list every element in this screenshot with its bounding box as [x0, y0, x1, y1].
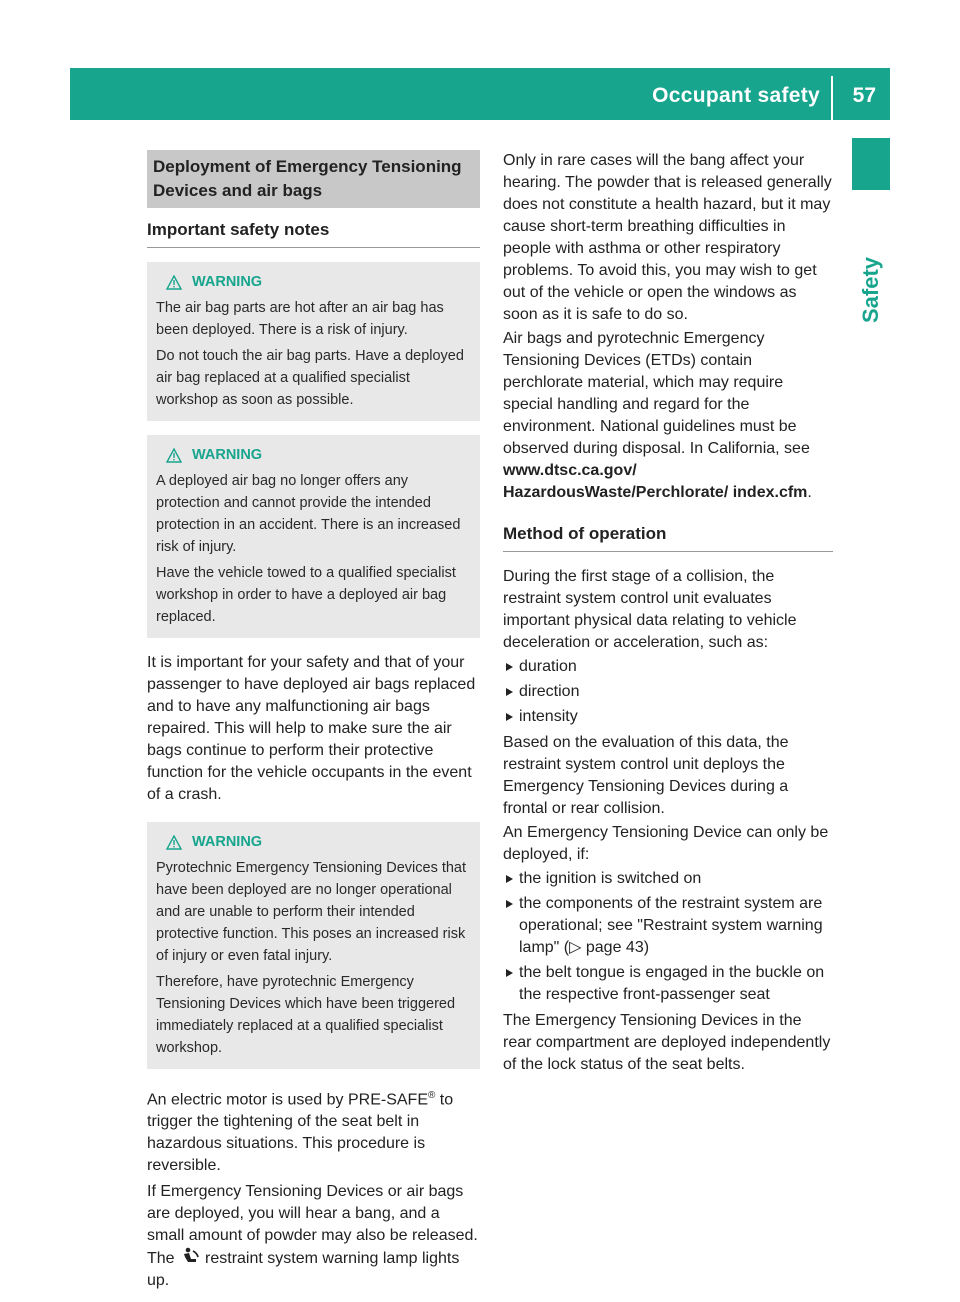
body-paragraph: Only in rare cases will the bang affect your hearing. The powder that is released generally does not constitute a health hazard, but it may cause short-term breathing difficulties in people with asthma or other respiratory problems. To avoid this, you may wish to get out of the vehicle or open the windows as soon as it is safe to do so. — [503, 152, 832, 323]
pre-safe-text-cont: to trigger the tightening of the seat belt in hazardous situations. This procedure is reversible. — [147, 1091, 454, 1175]
body-paragraph: The Emergency Tensioning Devices in the rear compartment are deployed independently of the lock status of the seat belts. — [503, 1012, 831, 1073]
warning-triangle-icon — [166, 275, 182, 290]
list-item: the components of the restraint system are operational; see "Restraint system warning lamp" (▷ page 43) — [503, 893, 833, 959]
list-item: the ignition is switched on — [503, 868, 833, 890]
dtsc-link[interactable]: www.dtsc.ca.gov/ HazardousWaste/Perchlorate/ index.cfm — [503, 462, 808, 501]
header-bar — [70, 68, 890, 120]
header-title: Occupant safety — [652, 84, 820, 107]
warning-title — [166, 271, 471, 293]
bullet-list-conditions — [503, 868, 833, 1006]
warning-box-1 — [147, 262, 480, 421]
warning-box-2 — [147, 435, 480, 638]
body-paragraph — [147, 1181, 480, 1292]
warning-title — [166, 831, 471, 853]
pre-safe-text: An electric motor is used by PRE-SAFE — [147, 1091, 428, 1109]
warning-text: A deployed air bag no longer offers any protection and cannot provide the intended protection in an accident. There is an increased risk of injury. — [156, 473, 461, 555]
right-column — [503, 150, 833, 1078]
page-number: 57 — [852, 84, 876, 107]
list-item: intensity — [503, 706, 833, 728]
warning-triangle-icon — [166, 448, 182, 463]
warning-text: Pyrotechnic Emergency Tensioning Devices that have been deployed are no longer operational and are unable to perform their intended protective function. This poses an increased risk of injury or even fatal injury. — [156, 860, 467, 964]
body-paragraph: It is important for your safety and that of your passenger to have deployed air bags replaced and to have any malfunctioning air bags repaired. This will help to make sure the air bags continue to perform their protective function for the vehicle occupants in the event of a crash. — [147, 654, 476, 803]
body-paragraph — [503, 328, 833, 504]
subheading-method-of-operation: Method of operation — [503, 516, 833, 552]
warning-title-text: WARNING — [192, 274, 263, 290]
warning-title-text: WARNING — [192, 447, 263, 463]
body-paragraph: Based on the evaluation of this data, the restraint system control unit deploys the Emergency Tensioning Devices during a frontal or rear collision. — [503, 734, 789, 817]
lamp-text: restraint system warning lamp lights up. — [147, 1250, 460, 1290]
body-paragraph — [147, 1085, 480, 1177]
restraint-system-warning-lamp-icon — [179, 1247, 201, 1265]
side-tab-marker — [852, 138, 890, 190]
warning-text: The air bag parts are hot after an air bag has been deployed. There is a risk of injury. — [156, 300, 444, 338]
header-separator — [831, 76, 833, 120]
warning-title — [166, 444, 471, 466]
warning-text: Therefore, have pyrotechnic Emergency Tensioning Devices which have been triggered immediately replaced at a qualified specialist workshop. — [156, 974, 456, 1056]
warning-triangle-icon — [166, 835, 182, 850]
body-paragraph: During the first stage of a collision, the restraint system control unit evaluates important physical data relating to vehicle deceleration or acceleration, such as: — [503, 568, 797, 651]
subheading-important-safety-notes: Important safety notes — [147, 212, 480, 248]
warning-text: Have the vehicle towed to a qualified specialist workshop in order to have a deployed air bag replaced. — [156, 565, 456, 625]
perchlorate-text: Air bags and pyrotechnic Emergency Tensioning Devices (ETDs) contain perchlorate material, which may require special handling and regard for the environment. National guidelines must be observed during disposal. In California, see — [503, 330, 810, 457]
bullet-list-data — [503, 656, 833, 728]
registered-mark: ® — [427, 1090, 436, 1101]
list-item: the belt tongue is engaged in the buckle on the respective front-passenger seat — [503, 962, 833, 1006]
period: . — [807, 484, 812, 501]
left-column — [147, 150, 480, 1296]
warning-box-3 — [147, 822, 480, 1069]
section-title: Deployment of Emergency Tensioning Devices and air bags — [147, 150, 480, 208]
list-item: duration — [503, 656, 833, 678]
warning-title-text: WARNING — [192, 834, 263, 850]
side-tab-label: Safety — [858, 256, 883, 324]
warning-text: Do not touch the air bag parts. Have a deployed air bag replaced at a qualified specialist workshop as soon as possible. — [156, 348, 464, 408]
deployment-text: If Emergency Tensioning Devices or air bags are deployed, you will hear a bang, and a small amount of powder may also be released. The — [147, 1183, 478, 1268]
list-item: direction — [503, 681, 833, 703]
body-paragraph: An Emergency Tensioning Device can only be deployed, if: — [503, 824, 829, 863]
